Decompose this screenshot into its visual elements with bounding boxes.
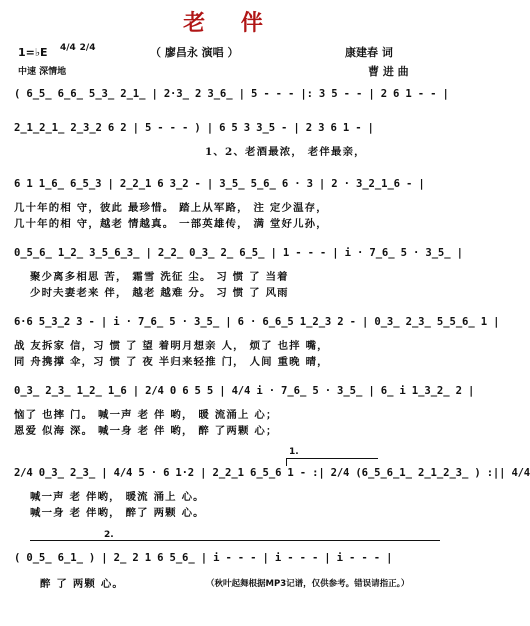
notation-row-1: ( 6̲5̲ 6̲6̲ 5̲3̲ 2̲1̲ | 2·3̲ 2 3̲6̲ | 5 - - - |: 3 5 - - | 2 6 1 - - |: [14, 88, 449, 100]
notation-row-2: 2̲1̲2̲1̲ 2̲3̲2 6 2 | 5 - - - ) | 6 5 3 3̲5 - | 2 3 6 1 - |: [14, 122, 374, 134]
lyric-row-6-line-1: 恼了 也摔 门。 喊一声 老 伴 哟， 暖 流涌上 心；: [14, 409, 278, 421]
lyric-row-3-line-2: 几十年的相 守，越老 情越真。 一部英雄传， 满 堂好儿孙，: [14, 218, 328, 230]
lyric-row-7-line-1: 喊一声 老 伴哟， 暖流 涌上 心。: [30, 491, 205, 503]
lyric-row-4-line-2: 少时夫妻老来 伴， 越老 越难 分。 习 惯 了 风雨: [30, 287, 289, 299]
notation-row-7: 2/4 0̲3̲ 2̲3̲ | 4/4 5 · 6 1·2 | 2̲2̲1 6̲5̲6 1 - :| 2/4 (6̲5̲6̲1̲ 2̲1̲2̲3̲ ) :|| 4/4: [14, 467, 530, 479]
composer-credit: 曹 进 曲: [368, 65, 409, 78]
lyric-row-3-line-1: 几十年的相 守，彼此 最珍惜。 踏上从军路， 注 定少温存，: [14, 202, 328, 214]
notation-row-3: 6 1 1̲6̲ 6̲5̲3 | 2̲2̲1 6 3̲2 - | 3̲5̲ 5̲6̲ 6 · 3 | 2 · 3̲2̲1̲6 - |: [14, 178, 425, 190]
volta-2-marker: 2.: [104, 530, 114, 540]
notation-row-8: ( 0̲5̲ 6̲1̲ ) | 2̲ 2 1 6 5̲6̲ | i - - - | i - - - | i - - - |: [14, 552, 393, 564]
time-sig-2-4: 2/4: [79, 42, 96, 53]
tempo-marking: 中速 深情地: [18, 67, 67, 77]
volta-1-marker: 1.: [289, 447, 299, 457]
key-signature: 1=♭E: [18, 46, 48, 59]
notation-row-5: 6·6 5̲3̲2 3 - | i · 7̲6̲ 5 · 3̲5̲ | 6 · 6̲6̲5 1̲2̲3 2 - | 0̲3̲ 2̲3̲ 5̲5̲6̲ 1 |: [14, 316, 500, 328]
volta-1-bracket-end: [286, 458, 287, 466]
lyric-row-7-line-2: 喊一身 老 伴哟， 醉了 两颗 心。: [30, 507, 205, 519]
lyricist-credit: 康建春 词: [345, 46, 393, 59]
lyric-row-4-line-1: 聚少离多相思 苦， 霜雪 洗征 尘。 习 惯 了 当着: [30, 271, 289, 283]
lyric-row-5-line-1: 战 友拆家 信，习 惯 了 望 着明月想亲 人， 烦了 也拌 嘴，: [14, 340, 329, 352]
volta-1-bracket: [286, 458, 378, 459]
lyric-row-5-line-2: 同 舟携撑 伞，习 惯 了 夜 半归来轻推 门， 人间 重晚 晴，: [14, 356, 329, 368]
lyric-row-6-line-2: 恩爱 似海 深。 喊一身 老 伴 哟， 醉 了两颗 心；: [14, 425, 278, 437]
lyric-row-2-line-1: 1、2、老酒最浓， 老伴最亲，: [205, 146, 366, 158]
notation-row-6: 0̲3̲ 2̲3̲ 1̲2̲ 1̲6 | 2/4 0 6 5 5 | 4/4 i · 7̲6̲ 5 · 3̲5̲ | 6̲ i 1̲3̲2̲ 2 |: [14, 385, 475, 397]
page-title: 老 伴: [183, 11, 277, 36]
singer-credit: （ 廖昌永 演唱 ）: [150, 46, 239, 59]
notation-row-4: 0̲5̲6̲ 1̲2̲ 3̲5̲6̲3̲ | 2̲2̲ 0̲3̲ 2̲ 6̲5̲ | 1 - - - | i · 7̲6̲ 5 · 3̲5̲ |: [14, 247, 463, 259]
lyric-row-8-line-1: 醉 了 两颗 心。: [40, 578, 124, 590]
time-signature: [60, 41, 95, 54]
volta-2-bracket: [30, 540, 440, 541]
time-sig-4-4: 4/4: [60, 42, 76, 53]
footnote: （秋叶起舞根据MP3记谱，仅供参考。错误请指正。）: [206, 579, 410, 589]
